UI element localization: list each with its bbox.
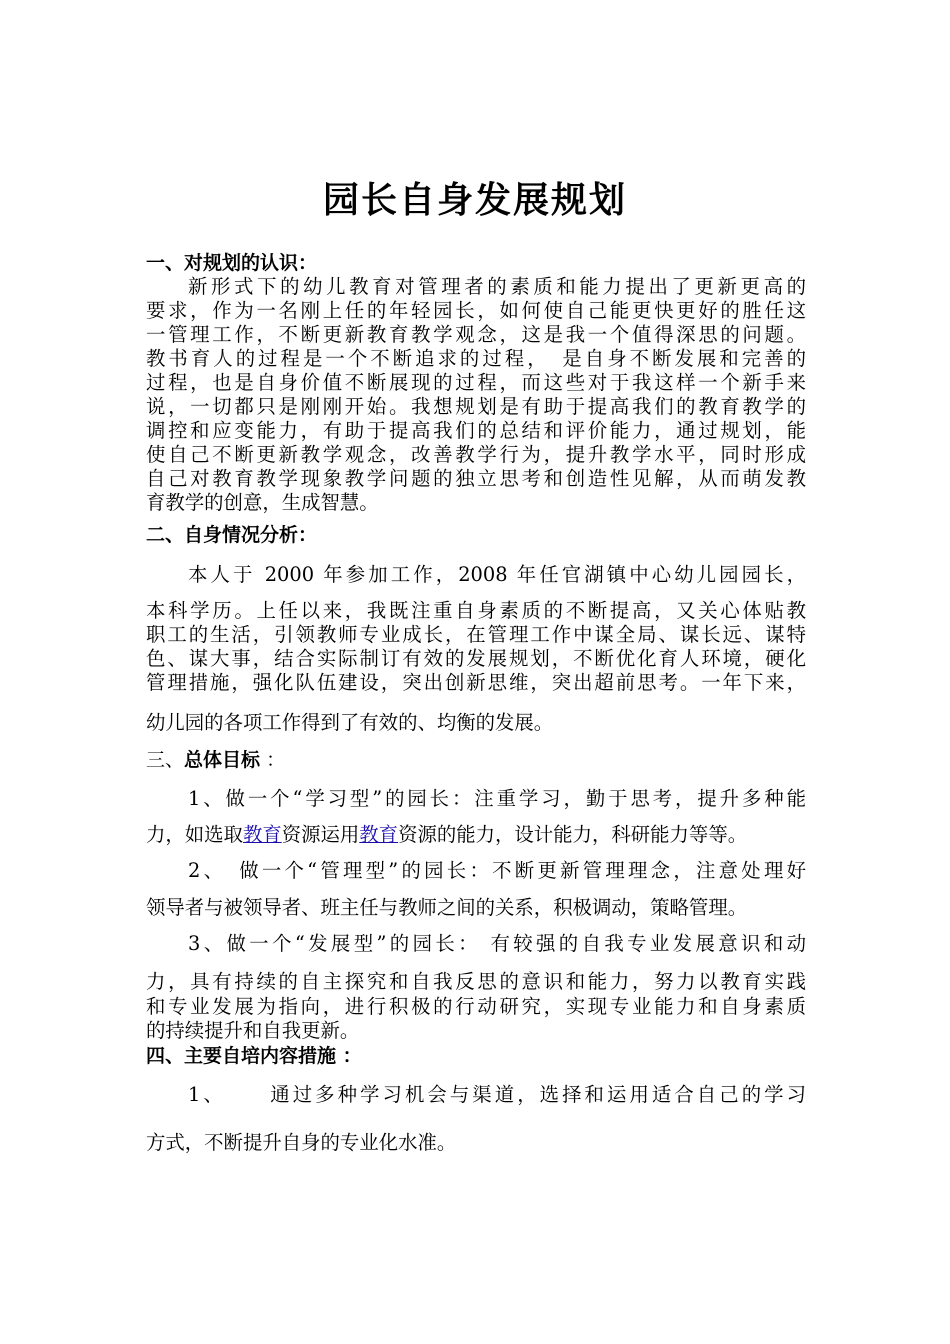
section-1-line: 过程，也是自身价值不断展现的过程，而这些对于我这样一个新手来 [146,371,806,394]
section-1-line: 新形式下的幼儿教育对管理者的素质和能力提出了更新更高的 [188,275,806,298]
goal-3-line: 和专业发展为指向，进行积极的行动研究，实现专业能力和自身素质 [146,995,806,1018]
section-1-heading: 一、对规划的认识： [146,252,318,274]
section-2-line: 本人于 2000 年参加工作，2008 年任官湖镇中心幼儿园园长， [188,563,806,586]
section-2-line: 本科学历。上任以来，我既注重自身素质的不断提高，又关心体贴教 [146,599,806,622]
section-2-line: 色、谋大事，结合实际制订有效的发展规划，不断优化育人环境，硬化 [146,647,806,670]
goal-3-line: 3、做一个“发展型”的园长： 有较强的自我专业发展意识和动 [188,932,806,955]
section-1-line: 要求，作为一名刚上任的年轻园长，如何使自己能更快更好的胜任这 [146,299,806,322]
section-4-heading: 四、主要自培内容措施 ： [146,1045,362,1067]
section-2-line: 职工的生活，引领教师专业成长，在管理工作中谋全局、谋长远、谋特 [146,623,806,646]
goal-1-text-a: 力，如选取 [146,823,243,846]
goal-1-text-c: 资源的能力，设计能力，科研能力等等。 [398,823,748,846]
section-1-line: 使自己不断更新教学观念，改善教学行为，提升教学水平，同时形成 [146,443,806,466]
section-3-heading-suffix: ： [260,749,286,771]
goal-1-text-b: 资源运用 [281,823,360,846]
section-1-line: 育教学的创意，生成智慧。 [146,491,379,514]
measure-1-line-2: 方式，不断提升自身的专业化水准。 [146,1131,457,1154]
section-1-line: 调控和应变能力，有助于提高我们的总结和评价能力，通过规划，能 [146,419,806,442]
goal-3-line: 的持续提升和自我更新。 [146,1019,360,1042]
section-1-line: 说，一切都只是刚刚开始。我想规划是有助于提高我们的教育教学的 [146,395,806,418]
section-1-line: 自己对教育教学现象教学问题的独立思考和创造性见解，从而萌发教 [146,467,806,490]
section-3-heading-prefix: 三、 [146,749,185,771]
goal-2-line-1: 2、 做一个“管理型”的园长：不断更新管理理念，注意处理好 [188,859,806,882]
goal-1-line-2 [146,823,806,847]
section-1-line: 教书育人的过程是一个不断追求的过程， 是自身不断发展和完善的 [146,347,806,370]
goal-1-line-1: 1、做一个“学习型”的园长：注重学习，勤于思考，提升多种能 [188,787,806,810]
section-1-line: 一管理工作，不断更新教育教学观念，这是我一个值得深思的问题。 [146,323,806,346]
section-2-heading: 二、自身情况分析： [146,524,318,546]
education-link-1[interactable]: 教育 [242,823,282,846]
section-2-line: 幼儿园的各项工作得到了有效的、均衡的发展。 [146,711,554,734]
section-3-heading [146,748,285,772]
page-title: 园长自身发展规划 [322,179,627,221]
measure-1-line-1: 1、 通过多种学习机会与渠道，选择和运用适合自己的学习 [188,1083,806,1106]
goal-2-line-2: 领导者与被领导者、班主任与教师之间的关系，积极调动，策略管理。 [146,896,748,919]
section-3-heading-bold: 总体目标 [184,749,261,771]
section-2-line: 管理措施，强化队伍建设，突出创新思维，突出超前思考。一年下来， [146,671,806,694]
goal-3-line: 力，具有持续的自主探究和自我反思的意识和能力，努力以教育实践 [146,970,806,993]
education-link-2[interactable]: 教育 [359,823,399,846]
